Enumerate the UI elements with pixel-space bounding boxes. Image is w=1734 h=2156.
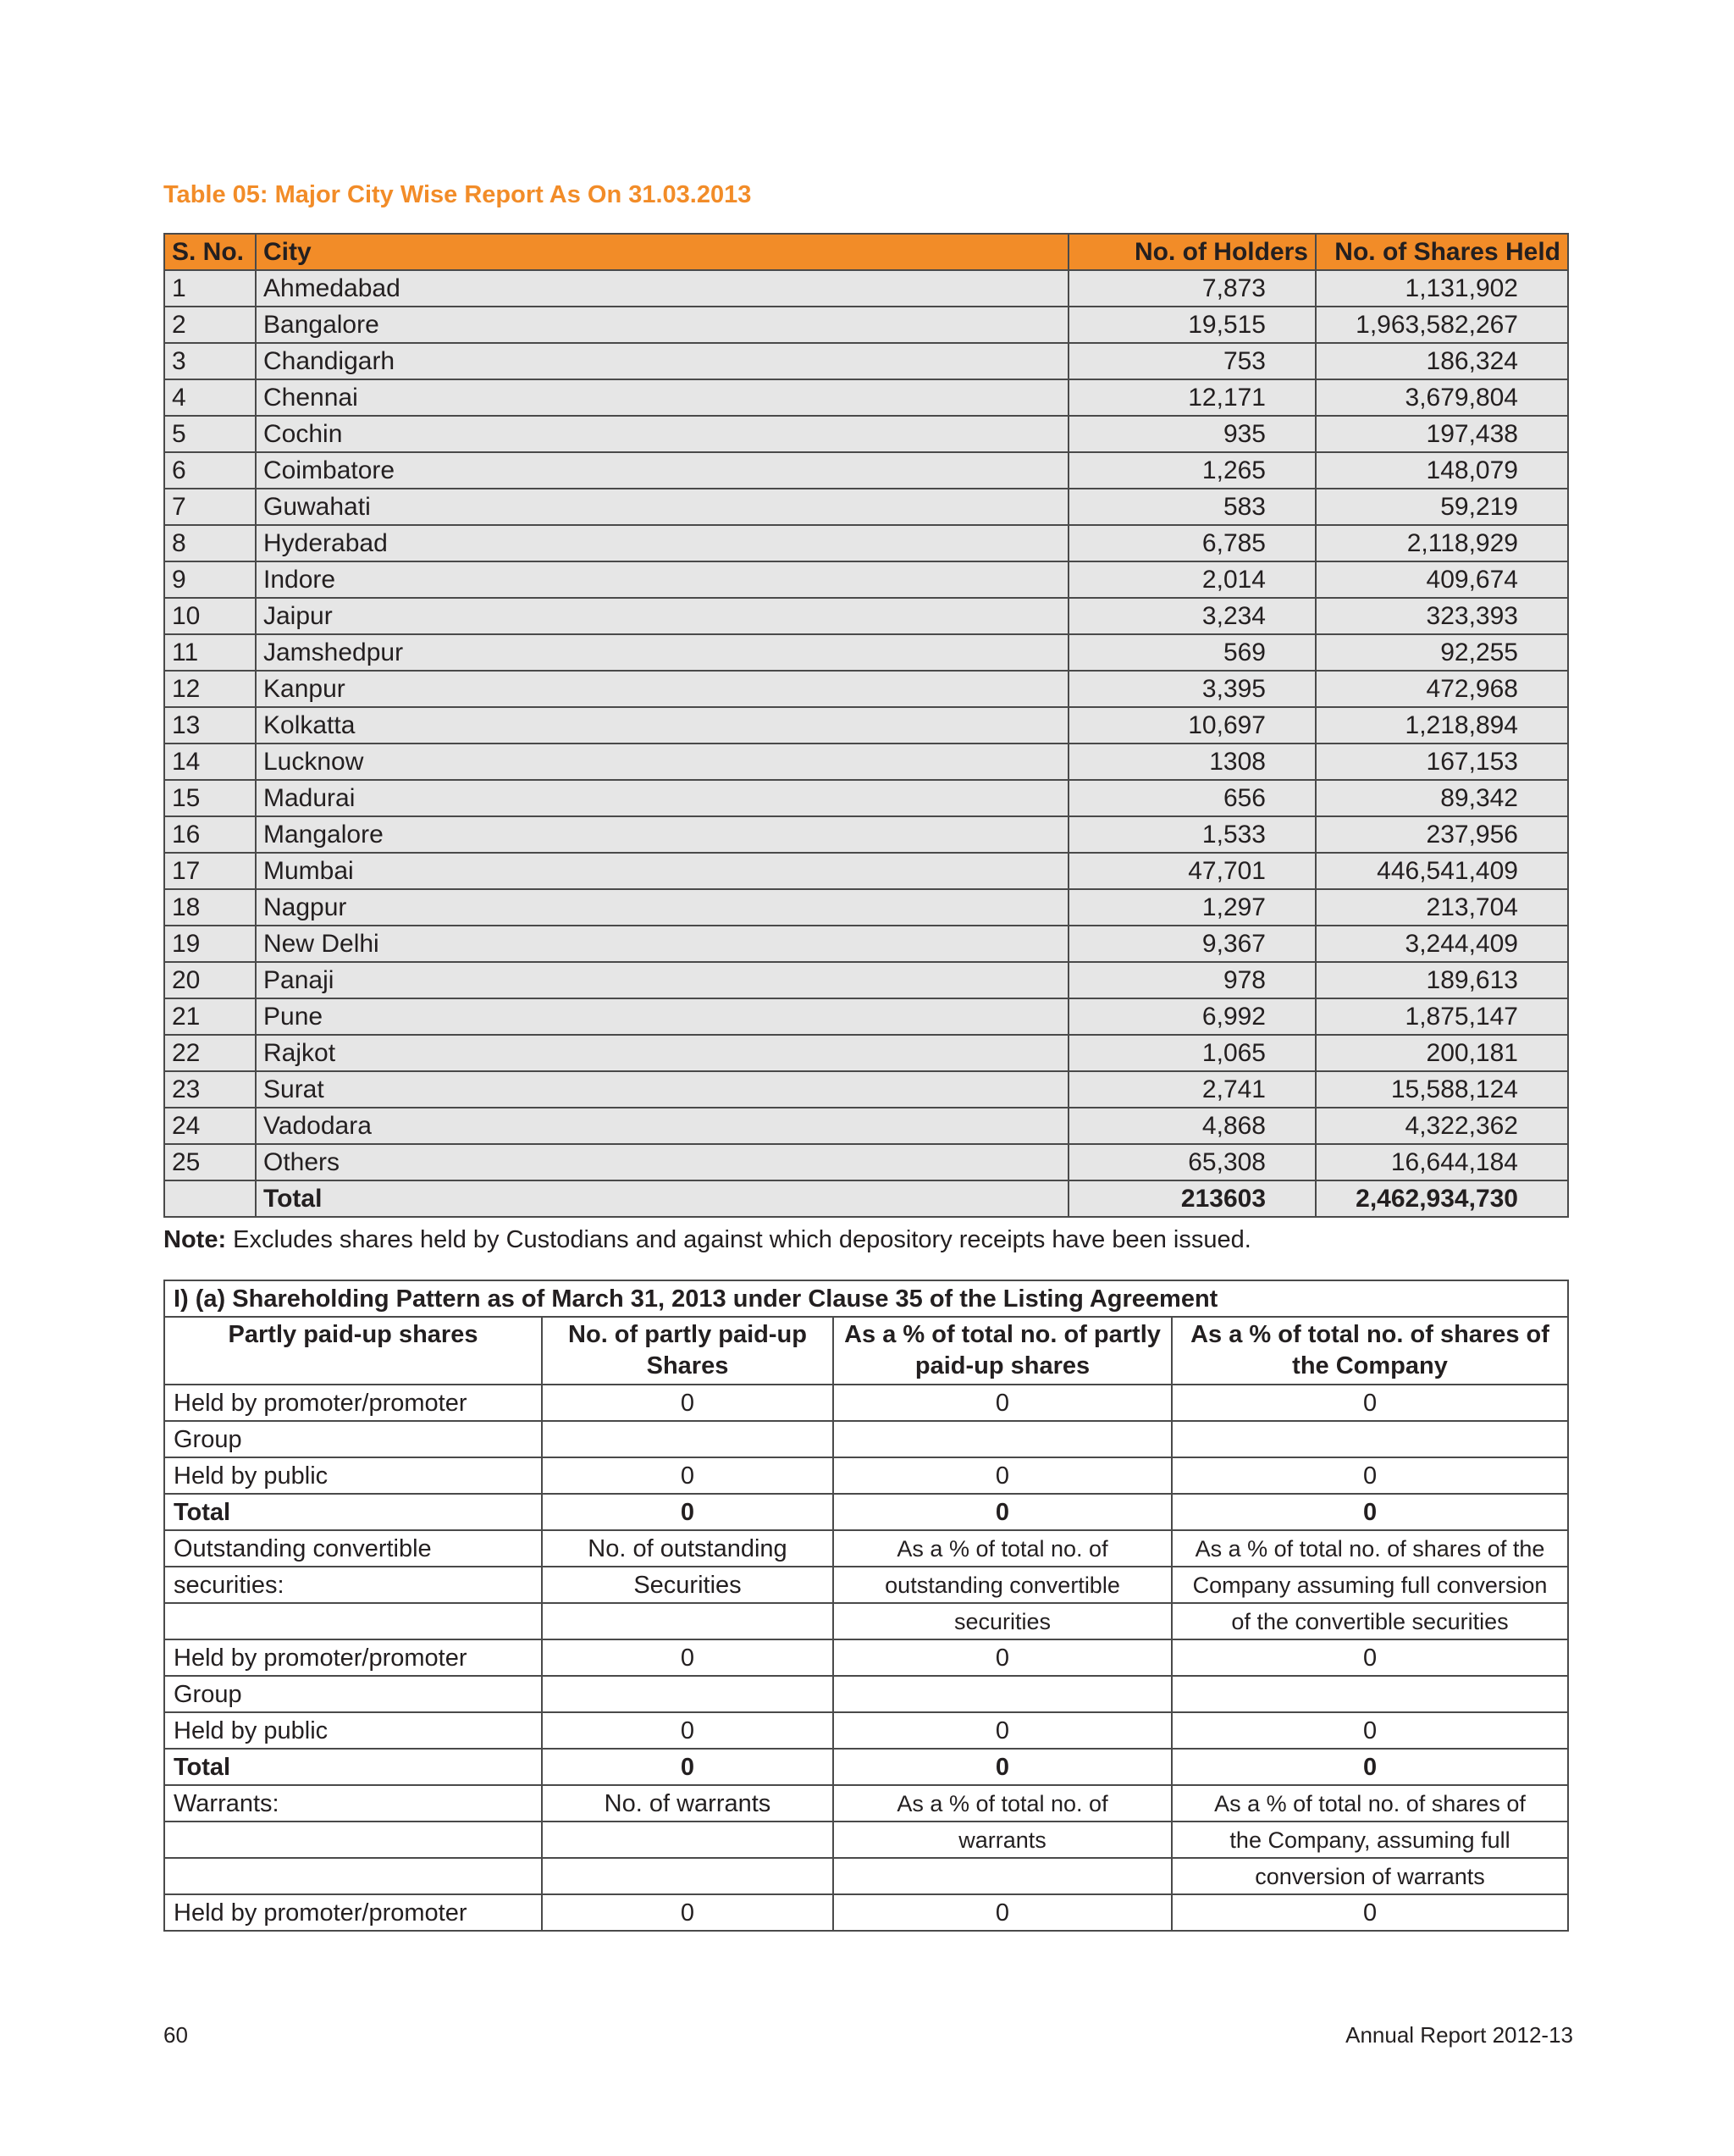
table-row <box>164 671 1568 707</box>
cell-holders: 656 <box>1069 780 1316 816</box>
pattern-cell <box>542 1676 833 1712</box>
pattern-caption-row <box>164 1280 1568 1317</box>
cell-shares: 4,322,362 <box>1316 1108 1568 1144</box>
cell-city: Guwahati <box>256 489 1069 525</box>
pattern-cell: 0 <box>833 1712 1172 1749</box>
table-row <box>164 780 1568 816</box>
cell-holders: 978 <box>1069 962 1316 998</box>
cell-shares: 323,393 <box>1316 598 1568 634</box>
cell-shares: 409,674 <box>1316 561 1568 598</box>
pattern-cell: Held by public <box>164 1712 542 1749</box>
pattern-row <box>164 1530 1568 1567</box>
cell-shares: 472,968 <box>1316 671 1568 707</box>
cell-city: Kanpur <box>256 671 1069 707</box>
pattern-row <box>164 1785 1568 1822</box>
header-shares: No. of Shares Held <box>1316 234 1568 270</box>
pattern-row <box>164 1603 1568 1639</box>
pattern-row <box>164 1639 1568 1676</box>
cell-city: Others <box>256 1144 1069 1180</box>
cell-holders: 3,234 <box>1069 598 1316 634</box>
cell-sno: 13 <box>164 707 256 744</box>
shareholding-pattern-table <box>163 1280 1569 1932</box>
cell-shares: 148,079 <box>1316 452 1568 489</box>
cell-city: Lucknow <box>256 744 1069 780</box>
pattern-cell: As a % of total no. of shares of the <box>1172 1530 1568 1567</box>
cell-holders: 9,367 <box>1069 926 1316 962</box>
pattern-cell: 0 <box>542 1457 833 1494</box>
pattern-cell: 0 <box>542 1639 833 1676</box>
cell-city: Hyderabad <box>256 525 1069 561</box>
cell-shares: 1,218,894 <box>1316 707 1568 744</box>
cell-shares: 446,541,409 <box>1316 853 1568 889</box>
cell-holders: 2,014 <box>1069 561 1316 598</box>
cell-shares: 167,153 <box>1316 744 1568 780</box>
pattern-header-col2: No. of partly paid-up Shares <box>542 1317 833 1385</box>
cell-sno: 25 <box>164 1144 256 1180</box>
cell-city: Indore <box>256 561 1069 598</box>
pattern-cell: 0 <box>1172 1749 1568 1785</box>
pattern-cell: Securities <box>542 1567 833 1603</box>
pattern-cell <box>542 1421 833 1457</box>
cell-city: Coimbatore <box>256 452 1069 489</box>
pattern-cell: Group <box>164 1676 542 1712</box>
cell-shares: 197,438 <box>1316 416 1568 452</box>
header-city: City <box>256 234 1069 270</box>
table-row <box>164 1108 1568 1144</box>
pattern-cell <box>833 1421 1172 1457</box>
cell-holders: 6,992 <box>1069 998 1316 1035</box>
pattern-cell: of the convertible securities <box>1172 1603 1568 1639</box>
pattern-cell: 0 <box>1172 1385 1568 1421</box>
total-holders: 213603 <box>1069 1180 1316 1217</box>
table-row <box>164 379 1568 416</box>
cell-city: Ahmedabad <box>256 270 1069 307</box>
cell-holders: 1308 <box>1069 744 1316 780</box>
cell-city: Pune <box>256 998 1069 1035</box>
cell-city: Kolkatta <box>256 707 1069 744</box>
total-row <box>164 1180 1568 1217</box>
cell-city: Panaji <box>256 962 1069 998</box>
cell-sno: 8 <box>164 525 256 561</box>
pattern-row <box>164 1457 1568 1494</box>
table-row <box>164 816 1568 853</box>
pattern-cell: Total <box>164 1749 542 1785</box>
table-row <box>164 853 1568 889</box>
table-row <box>164 962 1568 998</box>
pattern-cell: 0 <box>1172 1457 1568 1494</box>
table-row <box>164 416 1568 452</box>
header-sno: S. No. <box>164 234 256 270</box>
pattern-cell: As a % of total no. of <box>833 1530 1172 1567</box>
pattern-header-row <box>164 1317 1568 1385</box>
cell-city: Nagpur <box>256 889 1069 926</box>
pattern-cell: 0 <box>1172 1712 1568 1749</box>
cell-city: Chennai <box>256 379 1069 416</box>
table-row <box>164 598 1568 634</box>
cell-sno: 2 <box>164 307 256 343</box>
cell-sno: 1 <box>164 270 256 307</box>
pattern-cell: As a % of total no. of shares of <box>1172 1785 1568 1822</box>
pattern-cell: 0 <box>833 1894 1172 1931</box>
city-table-body <box>164 270 1568 1217</box>
cell-city: Mangalore <box>256 816 1069 853</box>
cell-sno: 24 <box>164 1108 256 1144</box>
pattern-row <box>164 1712 1568 1749</box>
cell-shares: 2,118,929 <box>1316 525 1568 561</box>
pattern-cell: 0 <box>833 1385 1172 1421</box>
cell-city: Chandigarh <box>256 343 1069 379</box>
pattern-cell <box>1172 1421 1568 1457</box>
cell-city: Madurai <box>256 780 1069 816</box>
pattern-cell: Held by promoter/promoter <box>164 1385 542 1421</box>
cell-holders: 19,515 <box>1069 307 1316 343</box>
cell-holders: 569 <box>1069 634 1316 671</box>
cell-sno: 9 <box>164 561 256 598</box>
cell-sno: 22 <box>164 1035 256 1071</box>
cell-sno: 7 <box>164 489 256 525</box>
cell-holders: 7,873 <box>1069 270 1316 307</box>
pattern-cell: As a % of total no. of <box>833 1785 1172 1822</box>
pattern-header-col1: Partly paid-up shares <box>164 1317 542 1385</box>
table-row <box>164 926 1568 962</box>
pattern-cell <box>542 1858 833 1894</box>
cell-holders: 935 <box>1069 416 1316 452</box>
cell-holders: 12,171 <box>1069 379 1316 416</box>
pattern-cell: 0 <box>542 1385 833 1421</box>
cell-city: Jaipur <box>256 598 1069 634</box>
table-row <box>164 744 1568 780</box>
cell-holders: 753 <box>1069 343 1316 379</box>
cell-sno: 3 <box>164 343 256 379</box>
pattern-cell: the Company, assuming full <box>1172 1822 1568 1858</box>
page-number: 60 <box>163 2022 188 2048</box>
cell-city: Vadodara <box>256 1108 1069 1144</box>
pattern-cell: securities <box>833 1603 1172 1639</box>
cell-holders: 1,297 <box>1069 889 1316 926</box>
pattern-cell: 0 <box>542 1494 833 1530</box>
pattern-cell: 0 <box>1172 1494 1568 1530</box>
pattern-cell: 0 <box>833 1749 1172 1785</box>
pattern-row <box>164 1676 1568 1712</box>
pattern-header-col4: As a % of total no. of shares of the Company <box>1172 1317 1568 1385</box>
table-row <box>164 343 1568 379</box>
pattern-cell: securities: <box>164 1567 542 1603</box>
cell-sno: 17 <box>164 853 256 889</box>
cell-sno: 15 <box>164 780 256 816</box>
pattern-cell: conversion of warrants <box>1172 1858 1568 1894</box>
note-label: Note: <box>163 1226 227 1253</box>
total-empty-cell <box>164 1180 256 1217</box>
cell-sno: 18 <box>164 889 256 926</box>
pattern-row <box>164 1494 1568 1530</box>
pattern-cell <box>1172 1676 1568 1712</box>
pattern-cell <box>164 1822 542 1858</box>
cell-shares: 15,588,124 <box>1316 1071 1568 1108</box>
cell-shares: 186,324 <box>1316 343 1568 379</box>
total-shares: 2,462,934,730 <box>1316 1180 1568 1217</box>
cell-city: Jamshedpur <box>256 634 1069 671</box>
cell-sno: 4 <box>164 379 256 416</box>
table-row <box>164 1144 1568 1180</box>
cell-sno: 21 <box>164 998 256 1035</box>
cell-city: Surat <box>256 1071 1069 1108</box>
pattern-cell <box>542 1603 833 1639</box>
cell-sno: 12 <box>164 671 256 707</box>
pattern-cell: 0 <box>1172 1639 1568 1676</box>
cell-holders: 3,395 <box>1069 671 1316 707</box>
report-name: Annual Report 2012-13 <box>1345 2022 1573 2048</box>
table-05-title: Table 05: Major City Wise Report As On 31.03.2013 <box>163 181 752 208</box>
pattern-row <box>164 1749 1568 1785</box>
pattern-cell: 0 <box>833 1639 1172 1676</box>
cell-sno: 11 <box>164 634 256 671</box>
pattern-cell <box>164 1603 542 1639</box>
cell-shares: 89,342 <box>1316 780 1568 816</box>
cell-sno: 19 <box>164 926 256 962</box>
cell-shares: 59,219 <box>1316 489 1568 525</box>
pattern-header-col3: As a % of total no. of partly paid-up shares <box>833 1317 1172 1385</box>
pattern-cell <box>833 1858 1172 1894</box>
cell-shares: 92,255 <box>1316 634 1568 671</box>
cell-sno: 6 <box>164 452 256 489</box>
cell-city: Mumbai <box>256 853 1069 889</box>
pattern-cell: warrants <box>833 1822 1172 1858</box>
pattern-caption: I) (a) Shareholding Pattern as of March 31, 2013 under Clause 35 of the Listing Agreement <box>164 1280 1568 1317</box>
table-row <box>164 998 1568 1035</box>
pattern-cell: outstanding convertible <box>833 1567 1172 1603</box>
cell-holders: 1,533 <box>1069 816 1316 853</box>
pattern-cell <box>833 1676 1172 1712</box>
cell-holders: 6,785 <box>1069 525 1316 561</box>
cell-shares: 1,131,902 <box>1316 270 1568 307</box>
pattern-cell: Held by promoter/promoter <box>164 1894 542 1931</box>
cell-holders: 1,265 <box>1069 452 1316 489</box>
cell-holders: 65,308 <box>1069 1144 1316 1180</box>
pattern-row <box>164 1385 1568 1421</box>
cell-shares: 3,244,409 <box>1316 926 1568 962</box>
cell-sno: 23 <box>164 1071 256 1108</box>
table-note <box>163 1226 1251 1254</box>
city-table-header-row <box>164 234 1568 270</box>
cell-holders: 4,868 <box>1069 1108 1316 1144</box>
pattern-cell <box>164 1858 542 1894</box>
pattern-cell: 0 <box>542 1894 833 1931</box>
pattern-row <box>164 1858 1568 1894</box>
cell-holders: 47,701 <box>1069 853 1316 889</box>
pattern-table-body <box>164 1280 1568 1931</box>
total-label: Total <box>256 1180 1069 1217</box>
cell-shares: 1,963,582,267 <box>1316 307 1568 343</box>
pattern-cell: Warrants: <box>164 1785 542 1822</box>
cell-shares: 3,679,804 <box>1316 379 1568 416</box>
pattern-cell: Total <box>164 1494 542 1530</box>
cell-sno: 20 <box>164 962 256 998</box>
table-row <box>164 525 1568 561</box>
table-row <box>164 452 1568 489</box>
table-row <box>164 561 1568 598</box>
cell-shares: 200,181 <box>1316 1035 1568 1071</box>
pattern-row <box>164 1421 1568 1457</box>
table-row <box>164 1071 1568 1108</box>
cell-shares: 189,613 <box>1316 962 1568 998</box>
cell-shares: 213,704 <box>1316 889 1568 926</box>
pattern-row <box>164 1894 1568 1931</box>
city-wise-report-table <box>163 233 1569 1218</box>
table-row <box>164 889 1568 926</box>
cell-holders: 1,065 <box>1069 1035 1316 1071</box>
pattern-cell: Outstanding convertible <box>164 1530 542 1567</box>
cell-shares: 237,956 <box>1316 816 1568 853</box>
pattern-cell: Company assuming full conversion <box>1172 1567 1568 1603</box>
table-row <box>164 707 1568 744</box>
cell-sno: 14 <box>164 744 256 780</box>
pattern-cell <box>542 1822 833 1858</box>
cell-city: Bangalore <box>256 307 1069 343</box>
cell-shares: 1,875,147 <box>1316 998 1568 1035</box>
cell-city: New Delhi <box>256 926 1069 962</box>
pattern-cell: 0 <box>542 1749 833 1785</box>
pattern-cell: Held by promoter/promoter <box>164 1639 542 1676</box>
cell-city: Cochin <box>256 416 1069 452</box>
cell-shares: 16,644,184 <box>1316 1144 1568 1180</box>
pattern-cell: No. of outstanding <box>542 1530 833 1567</box>
note-text: Excludes shares held by Custodians and against which depository receipts have been issued. <box>226 1226 1251 1253</box>
pattern-cell: 0 <box>1172 1894 1568 1931</box>
table-row <box>164 634 1568 671</box>
cell-holders: 583 <box>1069 489 1316 525</box>
cell-sno: 10 <box>164 598 256 634</box>
table-row <box>164 307 1568 343</box>
pattern-cell: 0 <box>833 1494 1172 1530</box>
table-row <box>164 270 1568 307</box>
cell-city: Rajkot <box>256 1035 1069 1071</box>
cell-sno: 16 <box>164 816 256 853</box>
header-holders: No. of Holders <box>1069 234 1316 270</box>
pattern-row <box>164 1567 1568 1603</box>
cell-holders: 2,741 <box>1069 1071 1316 1108</box>
table-row <box>164 489 1568 525</box>
pattern-cell: Held by public <box>164 1457 542 1494</box>
pattern-row <box>164 1822 1568 1858</box>
pattern-cell: 0 <box>542 1712 833 1749</box>
table-row <box>164 1035 1568 1071</box>
cell-holders: 10,697 <box>1069 707 1316 744</box>
pattern-cell: No. of warrants <box>542 1785 833 1822</box>
pattern-cell: Group <box>164 1421 542 1457</box>
pattern-cell: 0 <box>833 1457 1172 1494</box>
cell-sno: 5 <box>164 416 256 452</box>
